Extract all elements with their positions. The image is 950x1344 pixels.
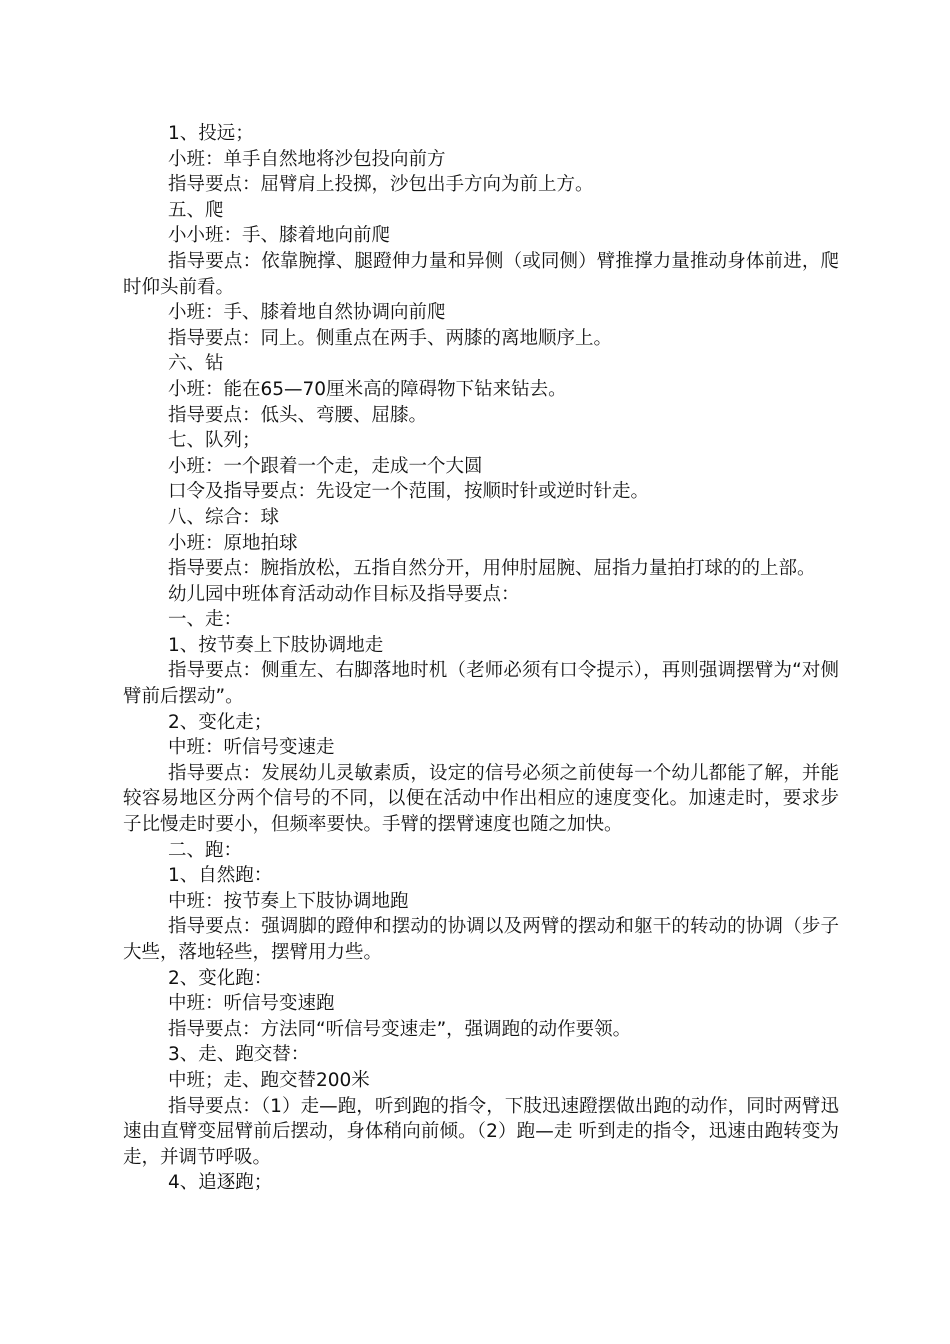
paragraph: 小班：手、膝着地自然协调向前爬 <box>168 302 446 324</box>
paragraph: 中班：听信号变速跑 <box>168 993 335 1015</box>
section-heading: 七、队列； <box>168 430 261 452</box>
paragraph: 指导要点：发展幼儿灵敏素质，设定的信号必须之前使每一个幼儿都能了解，并能较容易地区分两个信号的不同，以便在活动中作出相应的速度变化。加速走时，要求步子比慢走时要小，但频率要快。手臂的摆臂速度也随之加快。 <box>123 762 839 836</box>
paragraph: 指导要点：腕指放松，五指自然分开，用伸肘屈腕、屈指力量拍打球的的上部。 <box>168 558 816 580</box>
paragraph: 指导要点：强调脚的蹬伸和摆动的协调以及两臂的摆动和躯干的转动的协调（步子大些，落地轻些，摆臂用力些。 <box>123 916 839 963</box>
paragraph: 2、变化跑： <box>168 967 273 989</box>
section-heading: 八、综合：球 <box>168 506 280 528</box>
paragraph: 指导要点：侧重左、右脚落地时机（老师必须有口令提示），再则强调摆臂为“对侧臂前后摆动”。 <box>123 660 839 708</box>
paragraph: 指导要点：方法同“听信号变速走”，强调跑的动作要领。 <box>168 1018 632 1040</box>
paragraph: 小班：原地拍球 <box>168 532 298 554</box>
paragraph: 中班；走、跑交替200米 <box>168 1069 370 1091</box>
paragraph: 口令及指导要点：先设定一个范围，按顺时针或逆时针走。 <box>168 481 650 503</box>
paragraph: 2、变化走； <box>168 711 273 733</box>
paragraph: 中班：听信号变速走 <box>168 737 335 759</box>
paragraph: 指导要点：依靠腕撑、腿蹬伸力量和异侧（或同侧）臂推撑力量推动身体前进，爬时仰头前看。 <box>123 250 839 298</box>
paragraph: 小小班：手、膝着地向前爬 <box>168 225 391 247</box>
section-title: 幼儿园中班体育活动动作目标及指导要点： <box>168 583 520 605</box>
paragraph: 3、走、跑交替： <box>168 1044 310 1066</box>
paragraph: 小班：能在65—70厘米高的障碍物下钻来钻去。 <box>168 378 567 400</box>
paragraph: 指导要点：（1）走—跑，听到跑的指令，下肢迅速蹬摆做出跑的动作，同时两臂迅速由直臂变屈臂前后摆动，身体稍向前倾。（2）跑—走 听到走的指令，迅速由跑转变为走，并调节呼吸。 <box>123 1095 839 1168</box>
paragraph: 指导要点：同上。侧重点在两手、两膝的离地顺序上。 <box>168 327 613 349</box>
section-heading: 一、走： <box>168 609 243 631</box>
paragraph: 1、按节奏上下肢协调地走 <box>168 634 384 656</box>
document-body <box>123 121 839 1196</box>
paragraph: 4、追逐跑； <box>168 1172 273 1194</box>
paragraph: 1、投远； <box>168 123 254 144</box>
section-heading: 五、爬 <box>168 199 224 221</box>
paragraph: 小班：单手自然地将沙包投向前方 <box>168 148 446 170</box>
paragraph: 指导要点：低头、弯腰、屈膝。 <box>168 404 428 426</box>
section-heading: 六、钻 <box>168 353 224 375</box>
paragraph: 小班：一个跟着一个走，走成一个大圆 <box>168 455 483 477</box>
paragraph: 指导要点：屈臂肩上投掷，沙包出手方向为前上方。 <box>168 174 594 196</box>
paragraph: 中班：按节奏上下肢协调地跑 <box>168 890 409 912</box>
section-heading: 二、跑： <box>168 839 243 861</box>
paragraph: 1、自然跑： <box>168 865 273 887</box>
